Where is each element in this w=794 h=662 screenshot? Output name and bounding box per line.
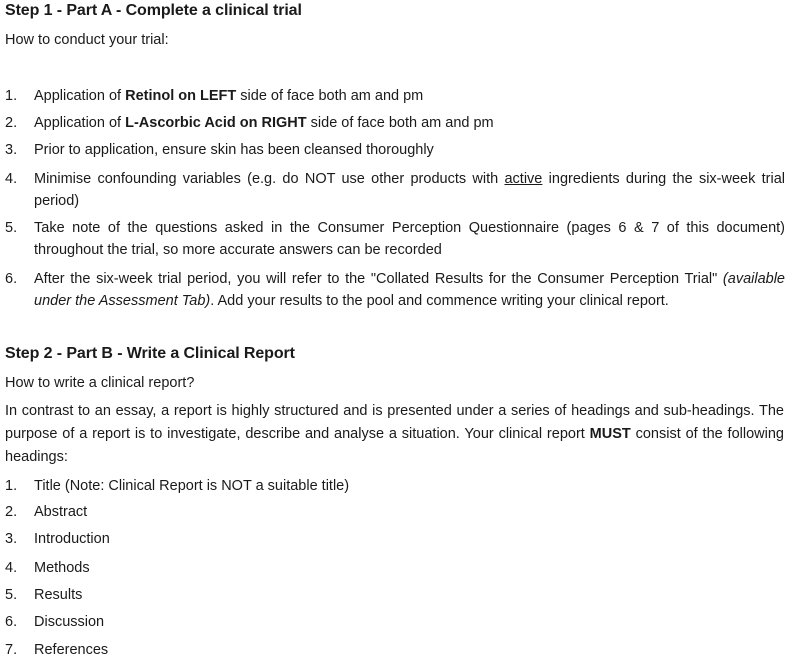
item-text: References xyxy=(34,642,109,658)
item-number: 2. xyxy=(5,504,18,520)
item-text: Application of L-Ascorbic Acid on RIGHT side of face both am and pm xyxy=(34,115,494,131)
item-text: Prior to application, ensure skin has been cleansed thoroughly xyxy=(34,142,434,158)
step1-item-6 xyxy=(5,268,785,312)
item-text: Take note of the questions asked in the Consumer Perception Questionnaire (pages 6 & 7 of this document) throughout the trial, so more accurate answers can be recorded xyxy=(34,220,785,258)
item-number: 5. xyxy=(5,587,18,603)
item-text: Results xyxy=(34,587,83,603)
item-number: 1. xyxy=(5,478,18,494)
step2-item-2 xyxy=(5,501,785,523)
step2-item-6 xyxy=(5,611,785,633)
step1-item-3 xyxy=(5,139,785,161)
step2-item-4 xyxy=(5,557,785,579)
item-text: Methods xyxy=(34,560,90,576)
step1-subheading: How to conduct your trial: xyxy=(5,32,169,48)
step1-item-1 xyxy=(5,85,785,107)
step1-heading: Step 1 - Part A - Complete a clinical trial xyxy=(5,2,302,19)
step2-item-5 xyxy=(5,584,785,606)
item-number: 4. xyxy=(5,560,18,576)
step2-subheading: How to write a clinical report? xyxy=(5,375,195,391)
item-text: Discussion xyxy=(34,614,105,630)
step2-heading: Step 2 - Part B - Write a Clinical Report xyxy=(5,345,295,362)
step1-item-4 xyxy=(5,168,785,212)
item-text: Abstract xyxy=(34,504,88,520)
item-text: Application of Retinol on LEFT side of face both am and pm xyxy=(34,88,424,104)
item-number: 6. xyxy=(5,614,18,630)
item-number: 3. xyxy=(5,142,18,158)
step2-paragraph: In contrast to an essay, a report is highly structured and is presented under a series of headings and sub-headings. The purpose of a report is to investigate, describe and analyse a situation. Your clinical report MUST consist of the following headings: xyxy=(5,403,784,465)
step2-item-1 xyxy=(5,475,785,497)
item-text: Minimise confounding variables (e.g. do NOT use other products with active ingredients during the six-week trial period) xyxy=(34,171,785,209)
item-number: 6. xyxy=(5,271,18,287)
item-number: 2. xyxy=(5,115,18,131)
step1-item-2 xyxy=(5,112,785,134)
item-number: 7. xyxy=(5,642,18,658)
item-text: Introduction xyxy=(34,531,110,547)
item-text: Title (Note: Clinical Report is NOT a suitable title) xyxy=(34,478,350,494)
step2-item-3 xyxy=(5,528,785,550)
item-number: 3. xyxy=(5,531,18,547)
step2-item-7 xyxy=(5,639,785,661)
item-number: 1. xyxy=(5,88,18,104)
item-text: After the six-week trial period, you will refer to the "Collated Results for the Consumer Perception Trial" (available under the Assessment Tab). Add your results to the pool and commence writing your clinical report. xyxy=(34,271,785,309)
item-number: 5. xyxy=(5,220,18,236)
item-number: 4. xyxy=(5,171,18,187)
step1-item-5 xyxy=(5,217,785,261)
